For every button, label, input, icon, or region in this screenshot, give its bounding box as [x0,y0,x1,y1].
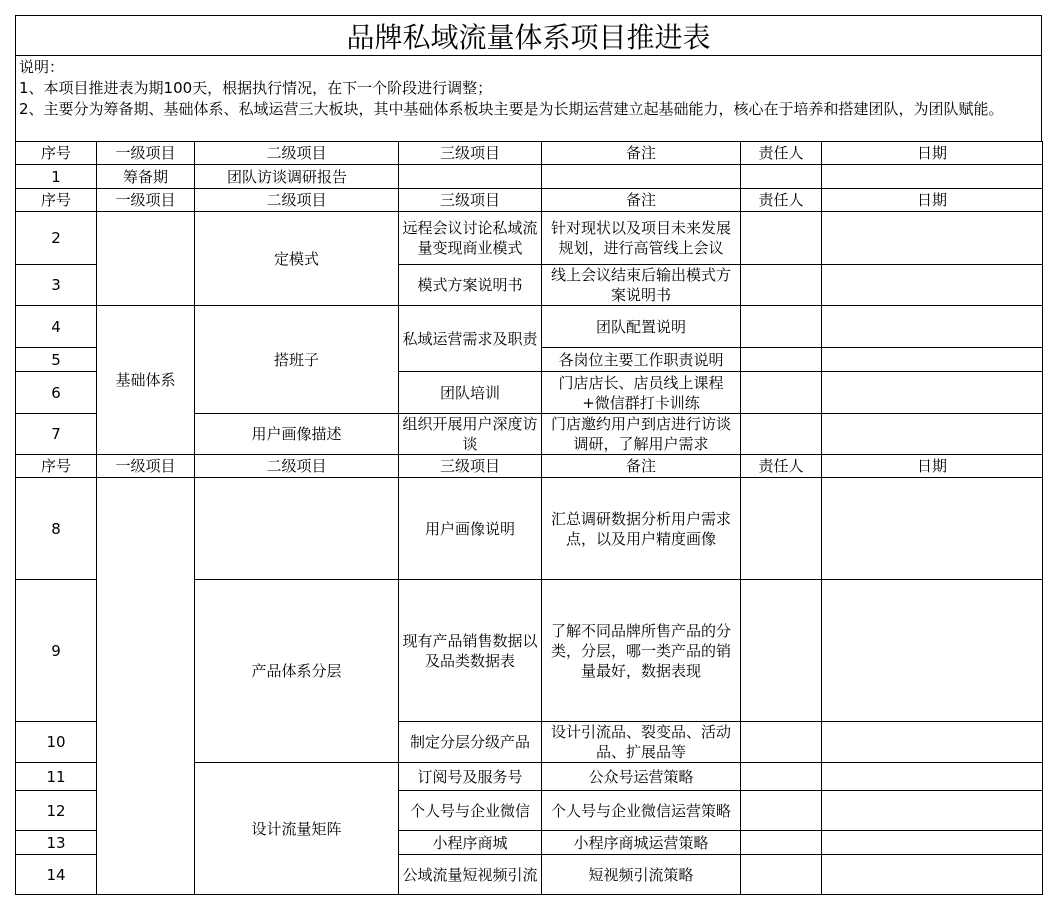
header-date: 日期 [822,142,1043,165]
date-cell [822,265,1043,306]
date-cell [822,372,1043,414]
level2-cell: 产品体系分层 [195,580,399,763]
level3-cell: 用户画像说明 [399,478,542,580]
remark-cell: 汇总调研数据分析用户需求点，以及用户精度画像 [542,478,741,580]
owner-cell [741,212,822,265]
date-cell [822,348,1043,372]
seq-cell: 11 [16,763,97,791]
header-level3: 三级项目 [399,455,542,478]
remark-cell: 短视频引流策略 [542,855,741,895]
table-row [16,212,1043,265]
header-seq: 序号 [16,142,97,165]
remark-cell: 小程序商城运营策略 [542,831,741,855]
seq-cell: 7 [16,414,97,455]
table-row [16,306,1043,348]
seq-cell: 12 [16,791,97,831]
level2-cell: 用户画像描述 [195,414,399,455]
level3-cell: 组织开展用户深度访谈 [399,414,542,455]
seq-cell: 9 [16,580,97,722]
date-cell [822,580,1043,722]
level3-cell: 订阅号及服务号 [399,763,542,791]
date-cell [822,722,1043,763]
owner-cell [741,831,822,855]
level3-cell: 小程序商城 [399,831,542,855]
date-cell [822,763,1043,791]
header-row [16,142,1043,165]
owner-cell [741,265,822,306]
date-cell [822,478,1043,580]
seq-cell: 8 [16,478,97,580]
seq-cell: 14 [16,855,97,895]
header-level1: 一级项目 [97,455,195,478]
remark-cell: 各岗位主要工作职责说明 [542,348,741,372]
seq-cell: 5 [16,348,97,372]
notes-block [15,56,1042,142]
project-sheet [15,15,1042,895]
seq-cell: 3 [16,265,97,306]
header-level1: 一级项目 [97,142,195,165]
date-cell [822,414,1043,455]
level2-cell: 设计流量矩阵 [195,763,399,895]
remark-cell: 门店店长、店员线上课程+微信群打卡训练 [542,372,741,414]
date-cell [822,855,1043,895]
owner-cell [741,763,822,791]
remark-cell: 设计引流品、裂变品、活动品、扩展品等 [542,722,741,763]
remark-cell [542,165,741,189]
seq-cell: 13 [16,831,97,855]
notes-line-1: 1、本项目推进表为期100天，根据执行情况，在下一个阶段进行调整； [19,79,493,97]
seq-cell: 10 [16,722,97,763]
level3-cell: 制定分层分级产品 [399,722,542,763]
seq-cell: 2 [16,212,97,265]
level3-cell [399,165,542,189]
owner-cell [741,855,822,895]
header-level2: 二级项目 [195,455,399,478]
notes-heading: 说明： [19,58,65,76]
seq-cell: 1 [16,165,97,189]
level3-cell: 模式方案说明书 [399,265,542,306]
remark-cell: 公众号运营策略 [542,763,741,791]
header-date: 日期 [822,455,1043,478]
level1-cell [97,478,195,895]
header-owner: 责任人 [741,189,822,212]
owner-cell [741,372,822,414]
remark-cell: 了解不同品牌所售产品的分类，分层，哪一类产品的销量最好，数据表现 [542,580,741,722]
header-row [16,189,1043,212]
level1-cell [97,212,195,306]
level2-cell [195,478,399,580]
owner-cell [741,580,822,722]
level1-cell: 筹备期 [97,165,195,189]
level2-cell: 团队访谈调研报告 [195,165,399,189]
date-cell [822,165,1043,189]
header-date: 日期 [822,189,1043,212]
remark-cell: 针对现状以及项目未来发展规划，进行高管线上会议 [542,212,741,265]
date-cell [822,791,1043,831]
level3-cell: 私域运营需求及职责 [399,306,542,372]
header-owner: 责任人 [741,142,822,165]
date-cell [822,306,1043,348]
remark-cell: 团队配置说明 [542,306,741,348]
level1-cell: 基础体系 [97,306,195,455]
owner-cell [741,306,822,348]
owner-cell [741,791,822,831]
sheet-title: 品牌私域流量体系项目推进表 [15,15,1042,56]
level3-cell: 团队培训 [399,372,542,414]
header-row [16,455,1043,478]
owner-cell [741,165,822,189]
header-level3: 三级项目 [399,142,542,165]
header-level2: 二级项目 [195,142,399,165]
remark-cell: 个人号与企业微信运营策略 [542,791,741,831]
header-remark: 备注 [542,142,741,165]
owner-cell [741,478,822,580]
header-level3: 三级项目 [399,189,542,212]
seq-cell: 4 [16,306,97,348]
date-cell [822,831,1043,855]
owner-cell [741,722,822,763]
owner-cell [741,348,822,372]
date-cell [822,212,1043,265]
schedule-table [15,141,1043,895]
table-row [16,165,1043,189]
level3-cell: 现有产品销售数据以及品类数据表 [399,580,542,722]
table-row [16,478,1043,580]
remark-cell: 门店邀约用户到店进行访谈调研，了解用户需求 [542,414,741,455]
notes-line-2: 2、主要分为筹备期、基础体系、私域运营三大板块，其中基础体系板块主要是为长期运营建立起基础能力，核心在于培养和搭建团队，为团队赋能。 [19,100,1004,118]
header-owner: 责任人 [741,455,822,478]
remark-cell: 线上会议结束后输出模式方案说明书 [542,265,741,306]
owner-cell [741,414,822,455]
header-remark: 备注 [542,189,741,212]
level3-cell: 远程会议讨论私域流量变现商业模式 [399,212,542,265]
header-seq: 序号 [16,189,97,212]
seq-cell: 6 [16,372,97,414]
level3-cell: 公域流量短视频引流 [399,855,542,895]
level2-cell: 搭班子 [195,306,399,414]
level3-cell: 个人号与企业微信 [399,791,542,831]
header-level1: 一级项目 [97,189,195,212]
header-remark: 备注 [542,455,741,478]
level2-cell: 定模式 [195,212,399,306]
header-level2: 二级项目 [195,189,399,212]
header-seq: 序号 [16,455,97,478]
